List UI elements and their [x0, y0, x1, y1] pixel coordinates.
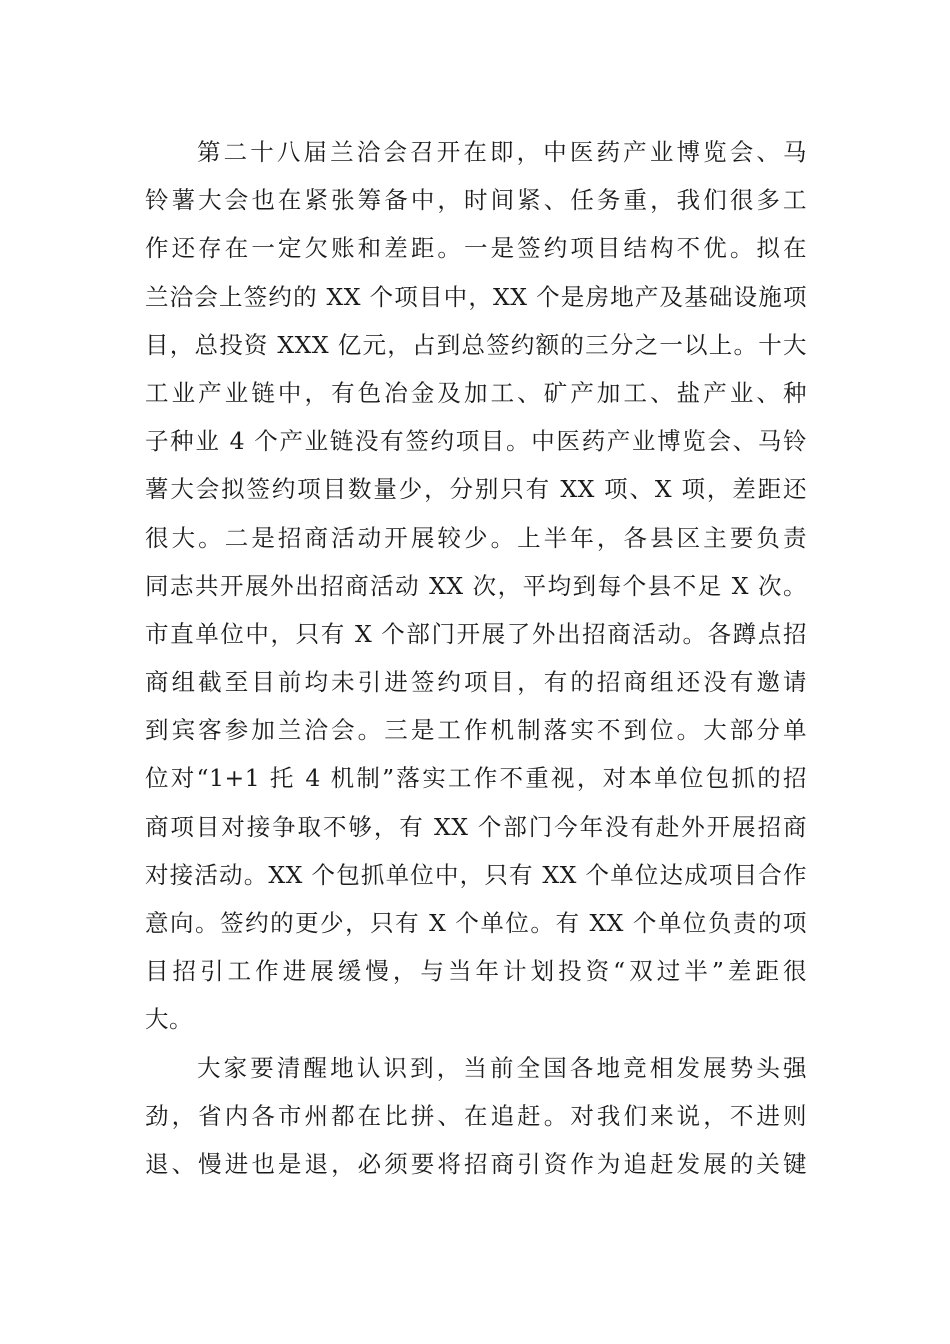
paragraph-2-line-1: 大家要清醒地认识到，当前全国各地竞相发展势头强	[197, 1053, 807, 1082]
paragraph-1-line-10: 同志共开展外出招商活动 XX 次，平均到每个县不足 X 次。	[145, 571, 807, 600]
paragraph-1-line-13: 到宾客参加兰洽会。三是工作机制落实不到位。大部分单	[145, 716, 807, 745]
paragraph-1-line-9: 很大。二是招商活动开展较少。上半年，各县区主要负责	[145, 523, 807, 552]
paragraph-1-line-14: 位对“1+1 托 4 机制”落实工作不重视，对本单位包抓的招	[145, 764, 807, 793]
paragraph-1-line-4: 兰洽会上签约的 XX 个项目中，XX 个是房地产及基础设施项	[145, 282, 807, 311]
paragraph-1-line-8: 薯大会拟签约项目数量少，分别只有 XX 项、X 项，差距还	[145, 475, 807, 504]
paragraph-1-line-7: 子种业 4 个产业链没有签约项目。中医药产业博览会、马铃	[145, 427, 807, 456]
paragraph-1-line-5: 目，总投资 XXX 亿元，占到总签约额的三分之一以上。十大	[145, 330, 807, 359]
paragraph-1-line-18: 目招引工作进展缓慢，与当年计划投资“双过半”差距很	[145, 957, 807, 986]
paragraph-1	[145, 128, 807, 1044]
paragraph-1-line-1: 第二十八届兰洽会召开在即，中医药产业博览会、马	[197, 138, 807, 166]
paragraph-1-line-16: 对接活动。XX 个包抓单位中，只有 XX 个单位达成项目合作	[145, 860, 807, 889]
paragraph-1-line-3: 作还存在一定欠账和差距。一是签约项目结构不优。拟在	[145, 234, 807, 263]
paragraph-1-line-15: 商项目对接争取不够，有 XX 个部门今年没有赴外开展招商	[145, 812, 807, 841]
paragraph-2-line-2: 劲，省内各市州都在比拼、在追赶。对我们来说，不进则	[145, 1101, 807, 1130]
paragraph-1-line-17: 意向。签约的更少，只有 X 个单位。有 XX 个单位负责的项	[145, 909, 807, 937]
paragraph-2	[145, 1044, 807, 1189]
paragraph-1-line-11: 市直单位中，只有 X 个部门开展了外出招商活动。各蹲点招	[145, 619, 807, 648]
paragraph-1-line-2: 铃薯大会也在紧张筹备中，时间紧、任务重，我们很多工	[145, 186, 807, 215]
document-body	[145, 128, 807, 1188]
paragraph-1-line-19: 大。	[145, 1005, 193, 1034]
paragraph-1-line-6: 工业产业链中，有色冶金及加工、矿产加工、盐产业、种	[145, 378, 807, 407]
paragraph-2-line-3: 退、慢进也是退，必须要将招商引资作为追赶发展的关键	[145, 1149, 807, 1178]
paragraph-1-line-12: 商组截至目前均未引进签约项目，有的招商组还没有邀请	[145, 668, 807, 697]
